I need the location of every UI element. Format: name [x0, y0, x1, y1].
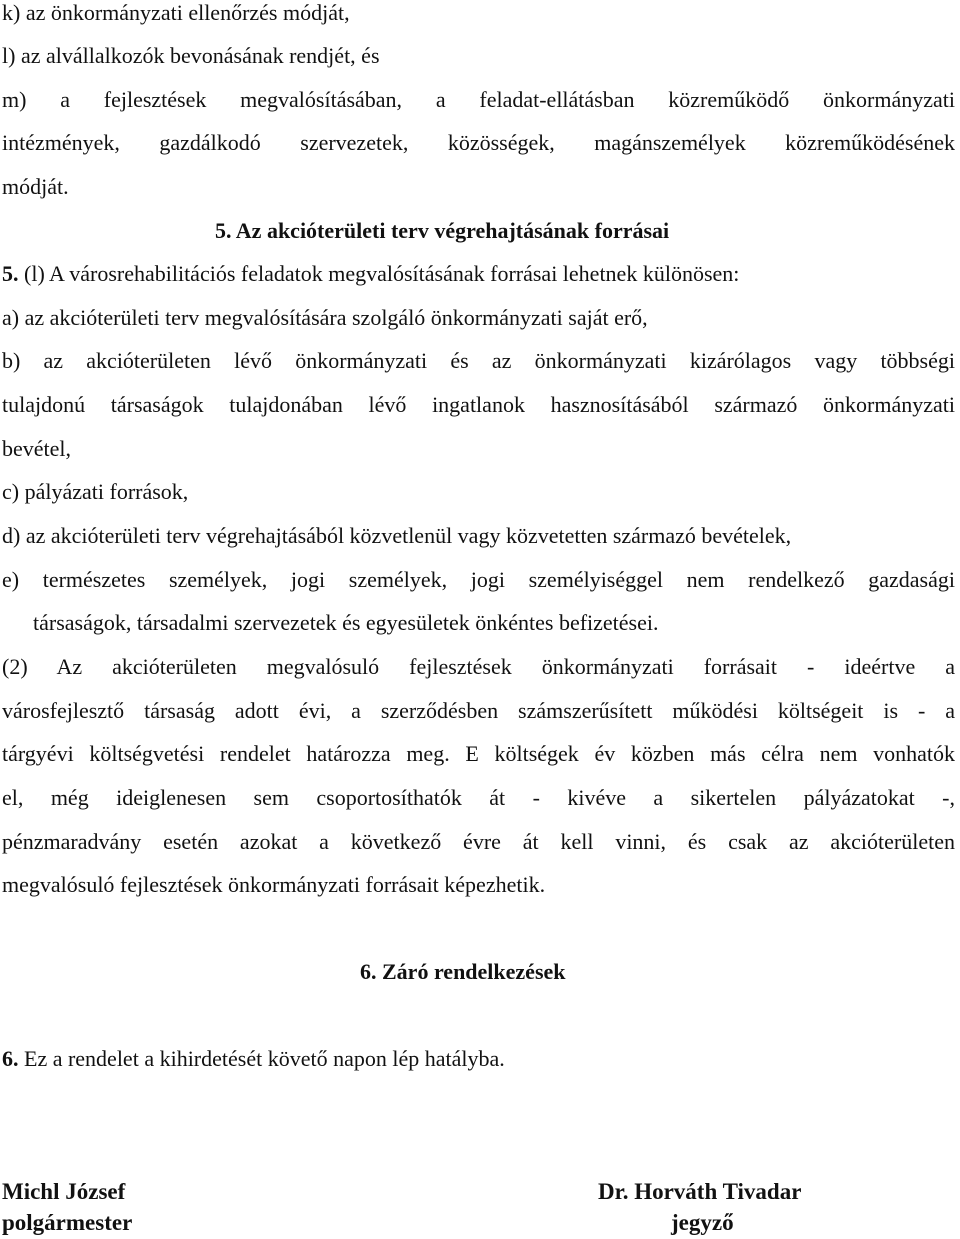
- signature-right-name: Dr. Horváth Tivadar: [598, 1179, 802, 1204]
- section-5-number: 5.: [2, 261, 19, 286]
- section-5-paragraph-1-text: (l) A városrehabilitációs feladatok megvalósításának forrásai lehetnek különösen:: [18, 261, 740, 286]
- source-item-b-line2: tulajdonú társaságok tulajdonában lévő ingatlanok hasznosításából származó önkormányzati: [2, 392, 955, 417]
- list-item-m-line1: m) a fejlesztések megvalósításában, a feladat-ellátásban közreműködő önkormányzati: [2, 87, 955, 112]
- section-6-number: 6.: [2, 1046, 19, 1071]
- paragraph-2-line4: el, még ideiglenesen sem csoportosíthatók át - kivéve a sikertelen pályázatokat -,: [2, 785, 955, 810]
- section-5-paragraph-1: [2, 260, 955, 288]
- signature-right-title: jegyző: [671, 1210, 734, 1235]
- section-6-paragraph-text: Ez a rendelet a kihirdetését követő napon lép hatályba.: [18, 1046, 505, 1071]
- source-item-c: c) pályázati források,: [2, 479, 189, 504]
- paragraph-2-line2: városfejlesztő társaság adott évi, a szerződésben számszerűsített működési költségeit is - a: [2, 698, 955, 723]
- paragraph-2-line5: pénzmaradvány esetén azokat a következő évre át kell vinni, és csak az akcióterületen: [2, 829, 955, 854]
- section-6-paragraph: [2, 1045, 955, 1073]
- source-item-d: d) az akcióterületi terv végrehajtásából közvetlenül vagy közvetetten származó bevételek,: [2, 523, 792, 548]
- source-item-b-line1: b) az akcióterületen lévő önkormányzati és az önkormányzati kizárólagos vagy többségi: [2, 348, 955, 373]
- list-item-m-line2: intézmények, gazdálkodó szervezetek, közösségek, magánszemélyek közreműködésének: [2, 130, 955, 155]
- source-item-e-line1: e) természetes személyek, jogi személyek, jogi személyiséggel nem rendelkező gazdasági: [2, 567, 955, 592]
- list-item-k: k) az önkormányzati ellenőrzés módját,: [2, 0, 350, 25]
- source-item-a: a) az akcióterületi terv megvalósítására szolgáló önkormányzati saját erő,: [2, 305, 648, 330]
- signature-left-title: polgármester: [2, 1210, 133, 1235]
- paragraph-2-line1: (2) Az akcióterületen megvalósuló fejlesztések önkormányzati forrásait - ideértve a: [2, 654, 955, 679]
- list-item-l: l) az alvállalkozók bevonásának rendjét, és: [2, 43, 380, 68]
- section-6-heading: 6. Záró rendelkezések: [360, 959, 566, 984]
- paragraph-2-line3: tárgyévi költségvetési rendelet határozza meg. E költségek év közben más célra nem vonhatók: [2, 741, 955, 766]
- list-item-m-line3: módját.: [2, 174, 69, 199]
- source-item-e-line2: társaságok, társadalmi szervezetek és egyesületek önkéntes befizetései.: [33, 610, 659, 635]
- source-item-b-line3: bevétel,: [2, 436, 72, 461]
- section-5-heading: 5. Az akcióterületi terv végrehajtásának forrásai: [215, 218, 670, 243]
- signature-left-name: Michl József: [2, 1179, 126, 1204]
- paragraph-2-line6: megvalósuló fejlesztések önkormányzati forrásait képezhetik.: [2, 872, 546, 897]
